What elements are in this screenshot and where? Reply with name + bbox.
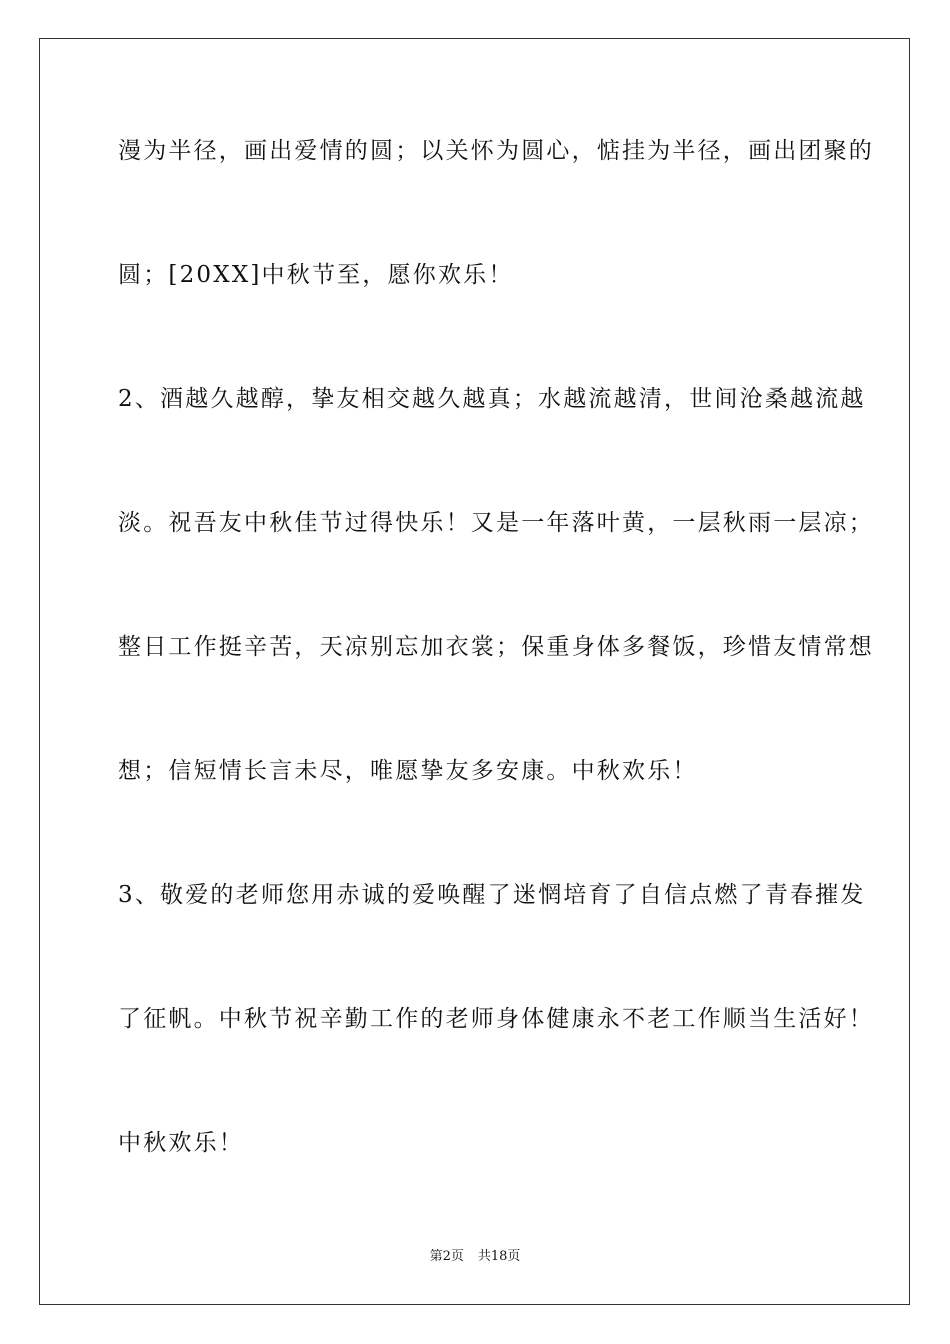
body-line-4: 淡。祝吾友中秋佳节过得快乐！又是一年落叶黄，一层秋雨一层凉； [118, 510, 874, 536]
current-page-number: 第2页 [429, 1249, 464, 1264]
body-line-9: 中秋欢乐！ [118, 1130, 244, 1156]
body-line-5: 整日工作挺辛苦，天凉别忘加衣裳；保重身体多餐饭，珍惜友情常想 [118, 634, 874, 660]
body-line-2: 圆；[20XX]中秋节至，愿你欢乐！ [118, 262, 514, 288]
body-line-7: 3、敬爱的老师您用赤诚的爱唤醒了迷惘培育了自信点燃了青春摧发 [118, 882, 866, 908]
body-line-1: 漫为半径，画出爱情的圆；以关怀为圆心，惦挂为半径，画出团聚的 [118, 138, 874, 164]
page-footer [0, 1248, 950, 1266]
page-frame [39, 38, 910, 1305]
total-page-count: 共18页 [477, 1249, 521, 1264]
body-line-8: 了征帆。中秋节祝辛勤工作的老师身体健康永不老工作顺当生活好！ [118, 1006, 874, 1032]
body-line-6: 想；信短情长言未尽，唯愿挚友多安康。中秋欢乐！ [118, 758, 698, 784]
body-line-3: 2、酒越久越醇，挚友相交越久越真；水越流越清，世间沧桑越流越 [118, 386, 866, 412]
